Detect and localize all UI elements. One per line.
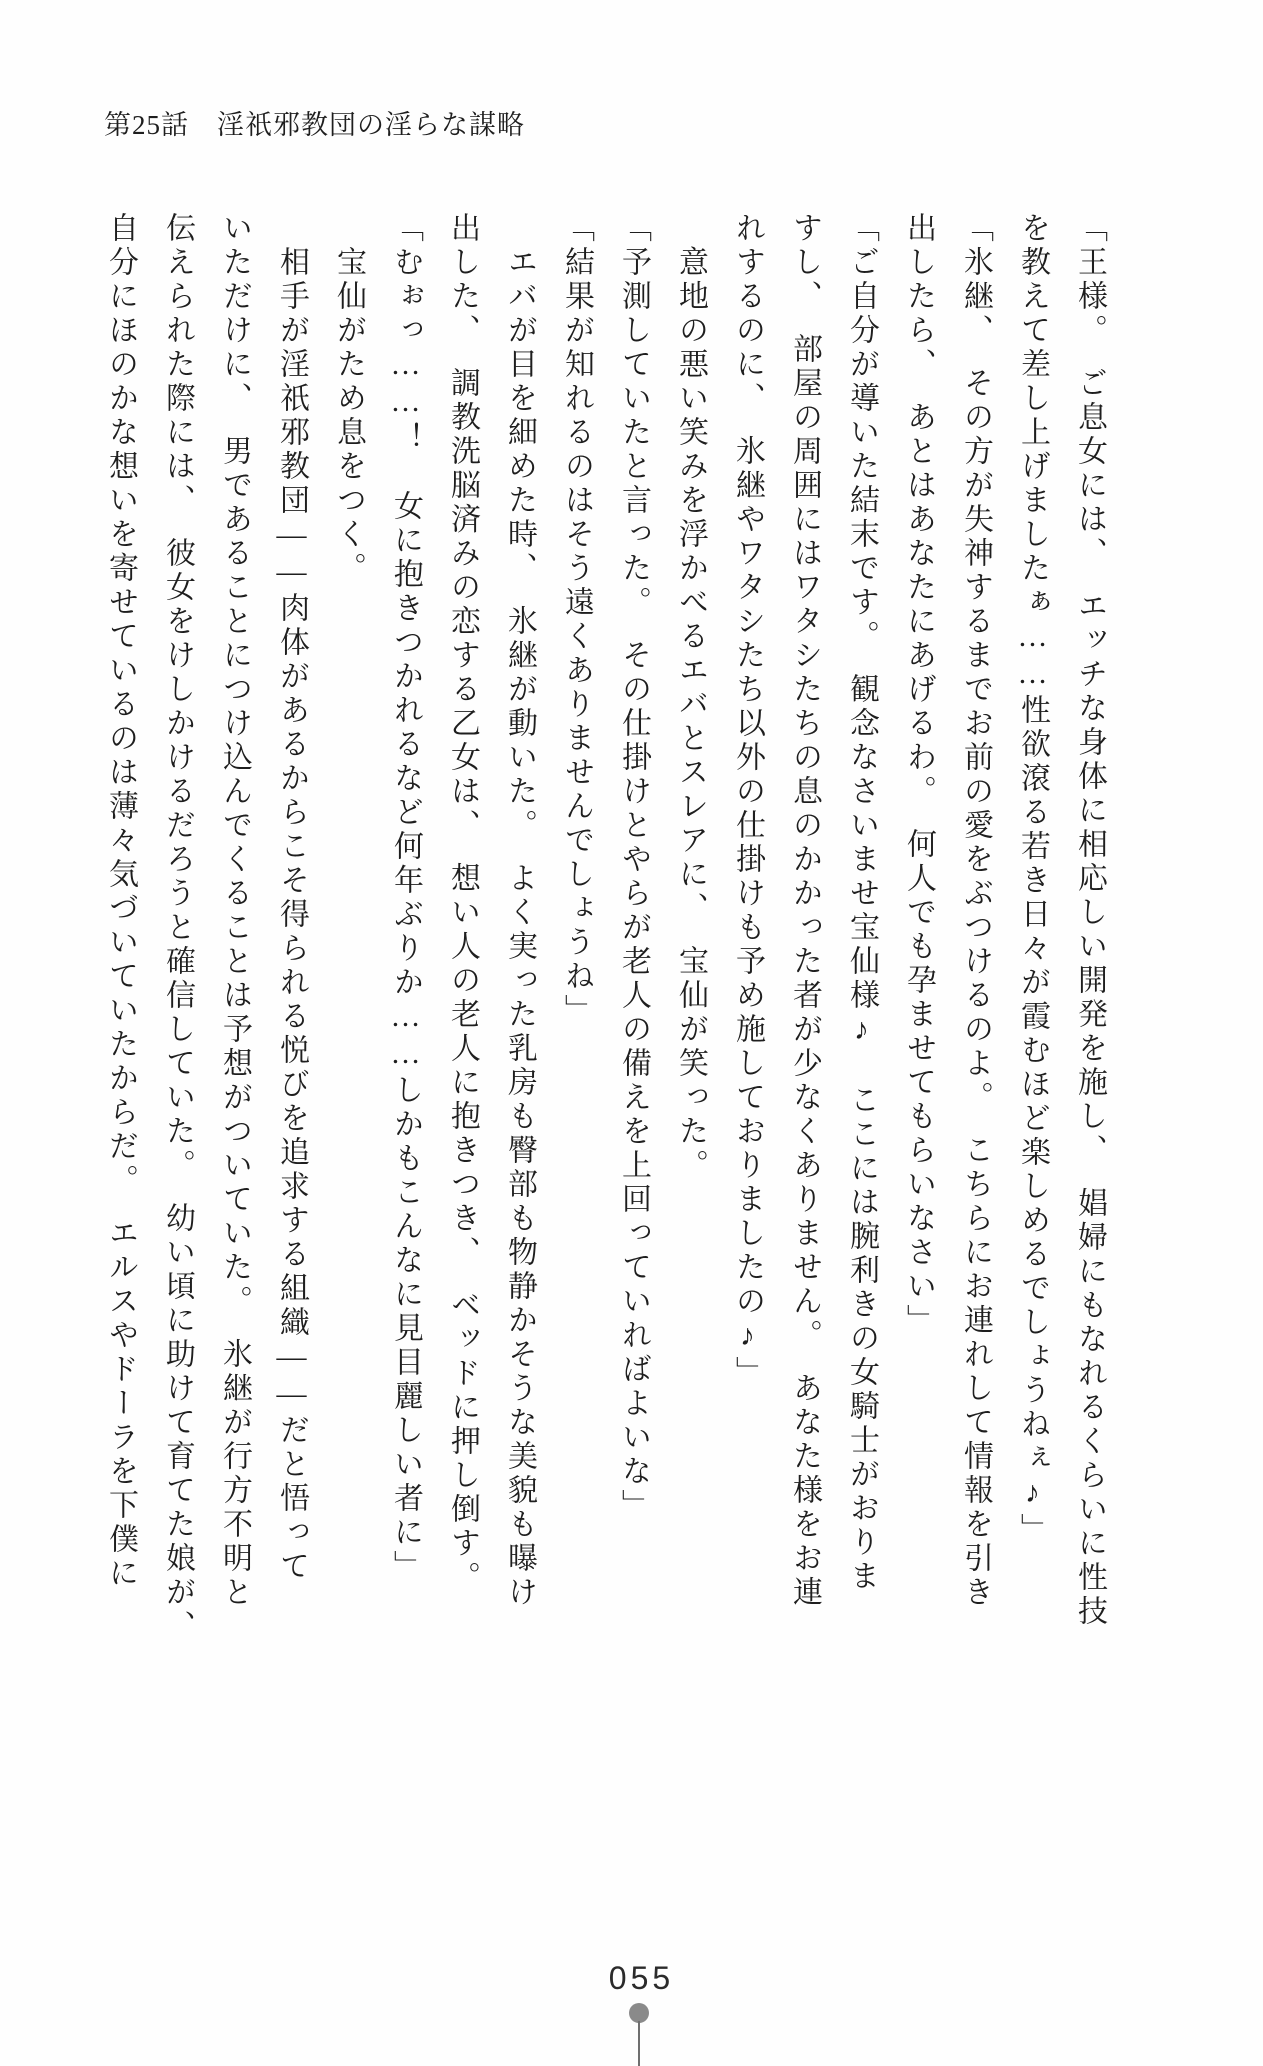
text-line: 「王様。 ご息女には、 エッチな身体に相応しい開発を施し、 娼婦にもなれるくらいに性技: [1073, 212, 1106, 1629]
text-line: 伝えられた際には、 彼女をけしかけるだろうと確信していた。 幼い頃に助けて育てた娘が、: [161, 212, 194, 1644]
text-line: いただけに、 男であることにつけ込んでくることは予想がついていた。 氷継が行方不明と: [218, 212, 251, 1610]
page-number: 055: [608, 1960, 675, 1996]
text-line: を教えて差し上げましたぁ……性欲滾る若き日々が霞むほど楽しめるでしょうねぇ♪」: [1016, 212, 1049, 1547]
text-line: 「ご自分が導いた結末です。 観念なさいませ宝仙様♪ ここには腕利きの女騎士がおりま: [845, 212, 878, 1594]
chapter-title: 第25話 淫祇邪教団の淫らな謀略: [104, 110, 525, 140]
text-line: 出したら、 あとはあなたにあげるわ。 何人でも孕ませてもらいなさい」: [902, 212, 935, 1338]
text-line: エバが目を細めた時、 氷継が動いた。 よく実った乳房も臀部も物静かそうな美貌も曝け: [503, 212, 536, 1610]
text-line: 自分にほのかな想いを寄せているのは薄々気づいていたからだ。 エルスやドーラを下僕に: [104, 212, 137, 1591]
text-line: すし、 部屋の周囲にはワタシたちの息のかかった者が少なくありません。 あなた様をお連: [788, 212, 821, 1610]
text-line: 「氷継、 その方が失神するまでお前の愛をぶつけるのよ。 こちらにお連れして情報を引き: [959, 212, 992, 1610]
text-line: れするのに、 氷継やワタシたち以外の仕掛けも予め施しておりましたの♪」: [731, 212, 764, 1390]
text-line: 「予測していたと言った。 その仕掛けとやらが老人の備えを上回っていればよいな」: [617, 212, 650, 1523]
footer-rule: [638, 2021, 640, 2066]
text-line: 宝仙がため息をつく。: [332, 212, 365, 586]
footer-dot-icon: [629, 2003, 649, 2023]
text-line: 「結果が知れるのはそう遠くありませんでしょうね」: [560, 212, 593, 1028]
text-line: 相手が淫祇邪教団――肉体があるからこそ得られる悦びを追求する組織――だと悟って: [275, 212, 308, 1584]
text-line: 「むぉっ……！ 女に抱きつかれるなど何年ぶりか……しかもこんなに見目麗しい者に」: [389, 212, 422, 1584]
main-text: [92, 212, 1118, 1677]
text-line: 出した、 調教洗脳済みの恋する乙女は、 想い人の老人に抱きつき、 ベッドに押し倒す。: [446, 212, 479, 1595]
text-line: 意地の悪い笑みを浮かべるエバとスレアに、 宝仙が笑った。: [674, 212, 707, 1183]
